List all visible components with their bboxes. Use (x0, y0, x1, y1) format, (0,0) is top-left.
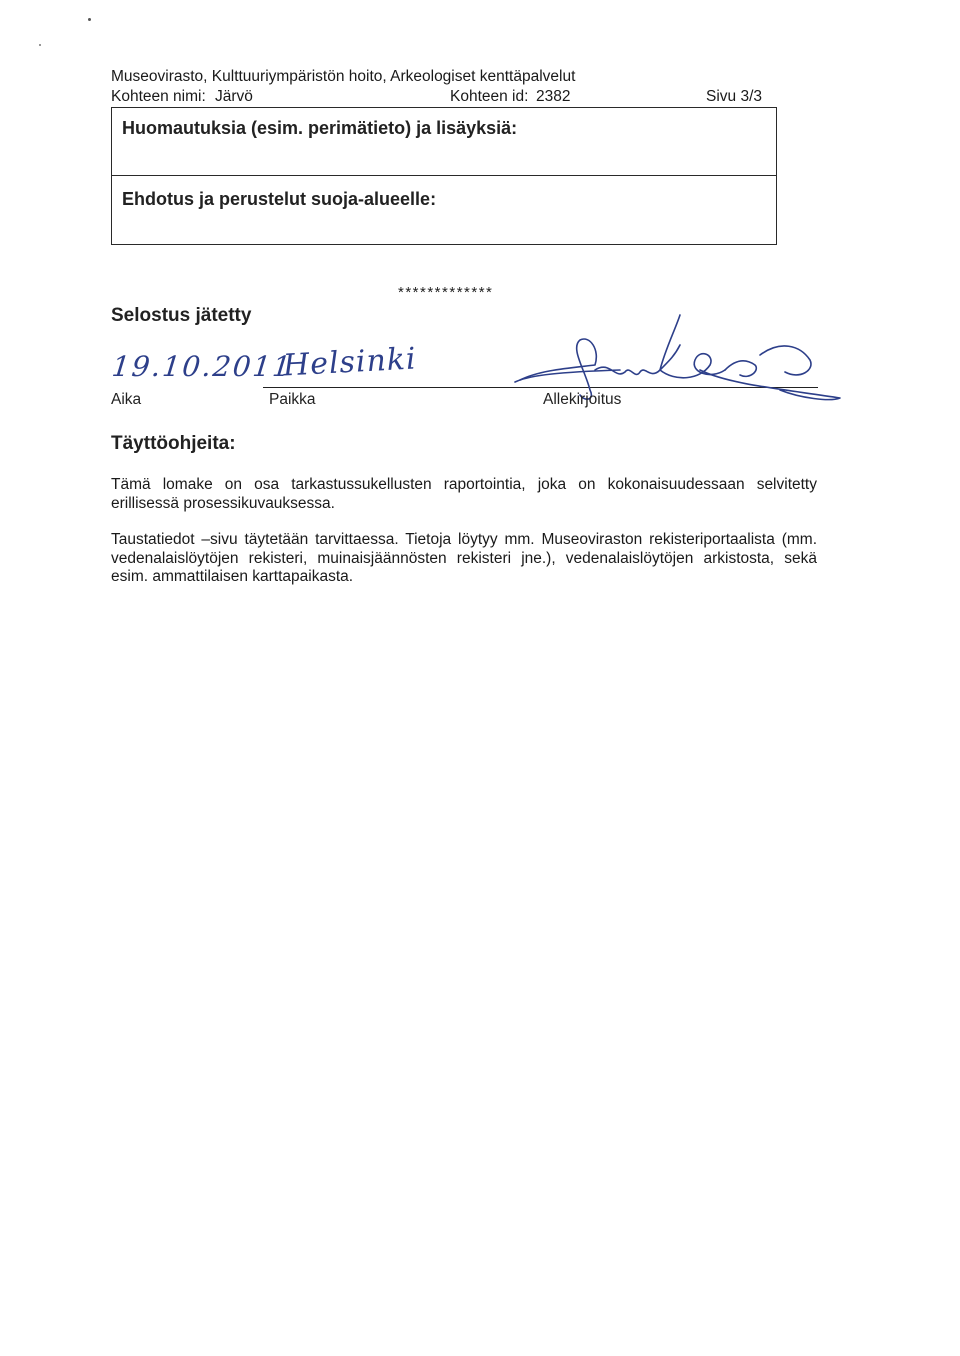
scan-speck (88, 18, 91, 21)
instructions-paragraph-1 (111, 476, 817, 513)
remarks-title: Huomautuksia (esim. perimätieto) ja lisäyksiä: (122, 118, 518, 138)
separator-stars: ************* (398, 284, 494, 301)
header-page-number: Sivu 3/3 (706, 88, 763, 105)
proposal-title: Ehdotus ja perustelut suoja-alueelle: (122, 189, 437, 209)
header-target-name-label: Kohteen nimi: (111, 88, 206, 105)
report-submitted-title: Selostus jätetty (111, 305, 252, 326)
header-target-id-value: 2382 (536, 88, 571, 105)
signature-label: Allekirjoitus (543, 391, 622, 408)
handwritten-place: Helsinki (282, 341, 418, 384)
header-organization: Museovirasto, Kulttuuriympäristön hoito, Arkeologiset kenttäpalvelut (111, 68, 576, 85)
instructions-title: Täyttöohjeita: (111, 433, 236, 454)
instructions-paragraph-1-text: Tämä lomake on osa tarkastussukellusten raportointia, joka on kokonaisuudessaan selvitetty erillisessä prosessikuvauksessa. (111, 476, 817, 512)
place-label: Paikka (269, 391, 316, 408)
instructions-paragraph-2 (111, 531, 817, 587)
scan-speck (39, 44, 41, 46)
header-target-name-value: Järvö (215, 88, 253, 105)
proposal-box (111, 175, 777, 245)
instructions-paragraph-2-text: Taustatiedot –sivu täytetään tarvittaessa. Tietoja löytyy mm. Museoviraston rekisteriportaalista (mm. vedenalaislöytöjen rekisteri, muinaisjäännösten rekisteri jne.), vedenalaislöytöjen arkistosta, sekä esim. ammattilaisen karttapaikasta. (111, 531, 817, 585)
handwritten-date: 19.10.2011 (110, 350, 295, 383)
remarks-box (111, 107, 777, 176)
date-label: Aika (111, 391, 142, 408)
header-target-id-label: Kohteen id: (450, 88, 529, 105)
